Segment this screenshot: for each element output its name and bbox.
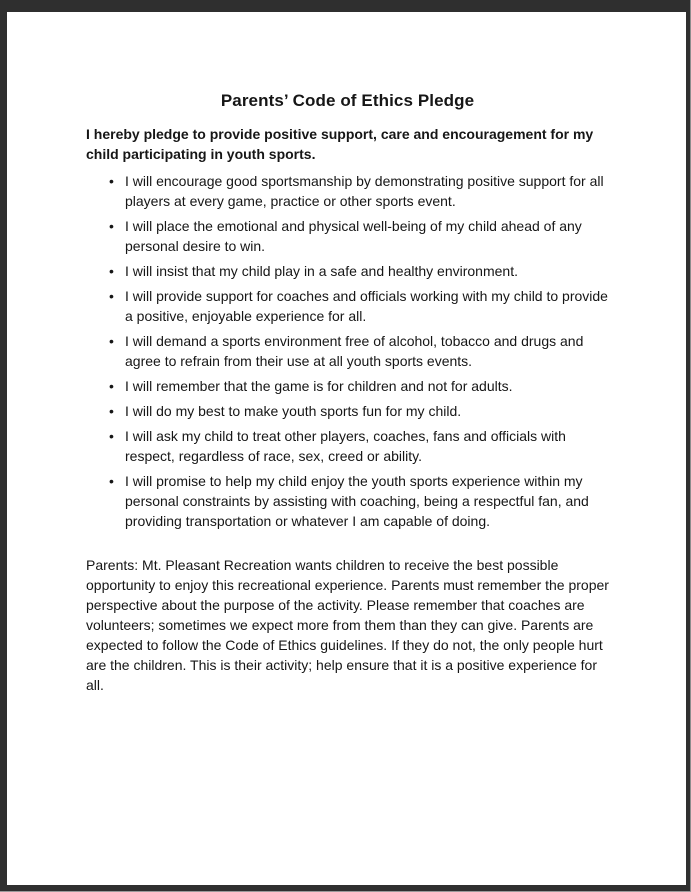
- pledge-item: • I will provide support for coaches and officials working with my child to provide a positive, enjoyable experience for all.: [86, 286, 609, 326]
- document-content: [7, 12, 686, 695]
- pledge-item: • I will insist that my child play in a safe and healthy environment.: [86, 261, 609, 281]
- pledge-intro: I hereby pledge to provide positive support, care and encouragement for my child participating in youth sports.: [86, 126, 594, 162]
- pledge-list: [86, 171, 609, 531]
- pledge-item: • I will place the emotional and physical well-being of my child ahead of any personal desire to win.: [86, 216, 609, 256]
- document-page: [7, 12, 686, 885]
- pledge-item: • I will do my best to make youth sports fun for my child.: [86, 401, 609, 421]
- pledge-item: • I will encourage good sportsmanship by demonstrating positive support for all players at every game, practice or other sports event.: [86, 171, 609, 211]
- pledge-item: • I will ask my child to treat other players, coaches, fans and officials with respect, regardless of race, sex, creed or ability.: [86, 426, 609, 466]
- document-title: Parents’ Code of Ethics Pledge: [220, 91, 475, 110]
- pledge-item: • I will remember that the game is for children and not for adults.: [86, 376, 609, 396]
- pledge-item: • I will promise to help my child enjoy the youth sports experience within my personal constraints by assisting with coaching, being a respectful fan, and providing transportation or whatever I am capable of doing.: [86, 471, 609, 531]
- pledge-item: • I will demand a sports environment free of alcohol, tobacco and drugs and agree to refrain from their use at all youth sports events.: [86, 331, 609, 371]
- closing-paragraph: Parents: Mt. Pleasant Recreation wants children to receive the best possible opportunity to enjoy this recreational experience. Parents must remember the proper perspective about the purpose of the activity. Please remember that coaches are volunteers; sometimes we expect more from them than they can give. Parents are expected to follow the Code of Ethics guidelines. If they do not, the only people hurt are the children. This is their activity; help ensure that it is a positive experience for all.: [86, 557, 609, 693]
